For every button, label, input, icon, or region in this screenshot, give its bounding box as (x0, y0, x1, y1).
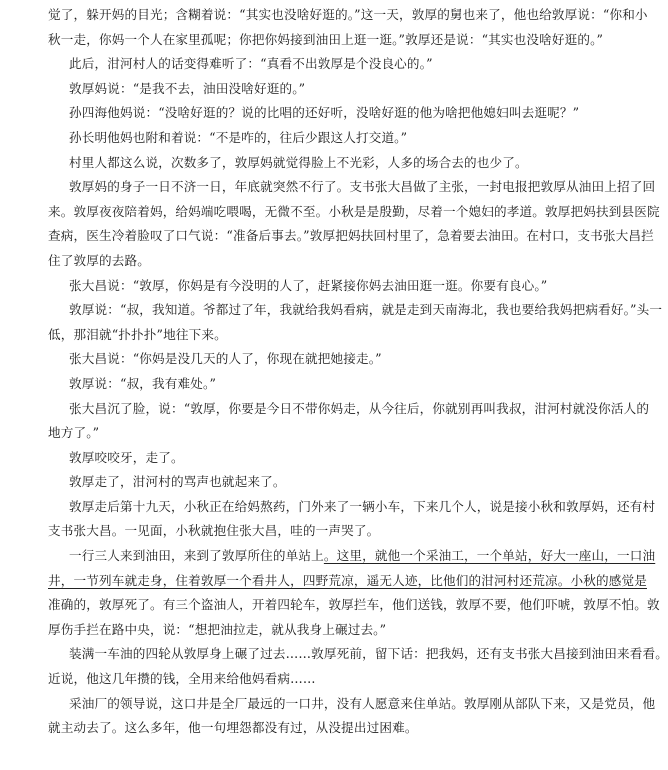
text-line: 一行三人来到油田，来到了敦厚所住的单站上。这里，就他一个采油工，一个单站，好大一座山，一口油 (69, 548, 656, 564)
text-line: 敦厚咬咬牙，走了。 (69, 449, 184, 465)
text-line: 张大昌说：“敦厚，你妈是有今没明的人了，赶紧接你妈去油田逛一逛。你要有良心。” (69, 277, 548, 293)
text-line: 低，那泪就“扑扑扑”地往下来。 (48, 326, 227, 342)
story-body-text (48, 3, 668, 741)
text-line: 来。敦厚夜夜陪着妈，给妈端吃喂喝，无微不至。小秋是是殷勤，尽着一个媳妇的孝道。敦厚把妈扶到县医院 (48, 203, 660, 219)
text-line: 敦厚妈的身子一日不济一日，年底就突然不行了。支书张大昌做了主张，一封电报把敦厚从油田上招了回 (69, 179, 656, 195)
text-line: 此后，泔河村人的话变得难听了：“真看不出敦厚是个没良心的。” (69, 56, 433, 72)
text-line: 支书张大昌。一见面，小秋就抱住张大昌，哇的一声哭了。 (48, 523, 380, 539)
text-line: 觉了，躲开妈的目光；含糊着说：“其实也没啥好逛的。”这一天，敦厚的舅也来了，他也给敦厚说：“你和小 (48, 7, 648, 22)
text-line: 村里人都这么说，次数多了，敦厚妈就觉得脸上不光彩，人多的场合去的也少了。 (69, 154, 528, 170)
text-line: 厚伤手拦在路中央，说：“想把油拉走，就从我身上碾过去。” (48, 621, 387, 637)
text-line: 敦厚走了，泔河村的骂声也就起来了。 (69, 474, 286, 490)
text-line: 敦厚妈说：“是我不去，油田没啥好逛的。” (69, 80, 306, 96)
text-line: 张大昌说：“你妈是没几天的人了，你现在就把她接走。” (69, 351, 382, 367)
text-line: 就主动去了。这么多年，他一句埋怨都没有过，从没提出过困难。 (48, 720, 418, 736)
text-line: 张大昌沉了脸，说：“敦厚，你要是今日不带你妈走，从今往后，你就别再叫我叔，泔河村就没你活人的 (69, 400, 650, 416)
text-line: 查病，医生冷着脸叹了口气说：“准备后事去。”敦厚把妈扶回村里了，急着要去油田。在村口，支书张大昌拦 (48, 228, 654, 244)
text-line: 孙四海他妈说：“没啥好逛的？说的比唱的还好听，没啥好逛的他为啥把他媳妇叫去逛呢？” (69, 105, 580, 121)
text-line: 准确的，敦厚死了。有三个盗油人，开着四轮车，敦厚拦车，他们送钱，敦厚不要，他们吓唬，敦厚不怕。敦 (48, 597, 660, 613)
text-line: 井，一节列车就走身，住着敦厚一个看井人，四野荒凉，遥无人迹，比他们的泔河村还荒凉。小秋的感觉是 (48, 572, 647, 588)
text-line: 秋一走，你妈一个人在家里孤呢；你把你妈接到油田上逛一逛。”敦厚还是说：“其实也没啥好逛的。” (48, 31, 604, 47)
text-line: 近说，他这几年攒的钱，全用来给他妈看病…… (48, 671, 316, 687)
text-line: 孙长明他妈也附和着说：“不是咋的，往后少跟这人打交道。” (69, 129, 408, 145)
text-line: 装满一车油的四轮从敦厚身上碾了过去……敦厚死前，留下话：把我妈，还有支书张大昌接到油田来看看。 (69, 646, 668, 662)
text-line: 敦厚说：“叔，我有难处。” (69, 375, 217, 391)
text-line: 住了敦厚的去路。 (48, 252, 150, 268)
text-line: 采油厂的领导说，这口井是全厂最远的一口井，没有人愿意来住单站。敦厚刚从部队下来，又是党员，他 (69, 695, 656, 711)
text-line: 地方了。” (48, 425, 100, 441)
text-line: 敦厚说：“叔，我知道。爷都过了年，我就给我妈看病，就是走到天南海北，我也要给我妈把病看好。”头一 (69, 302, 663, 318)
text-line: 敦厚走后第十九天，小秋正在给妈熬药，门外来了一辆小车，下来几个人，说是接小秋和敦厚妈，还有村 (69, 498, 656, 514)
